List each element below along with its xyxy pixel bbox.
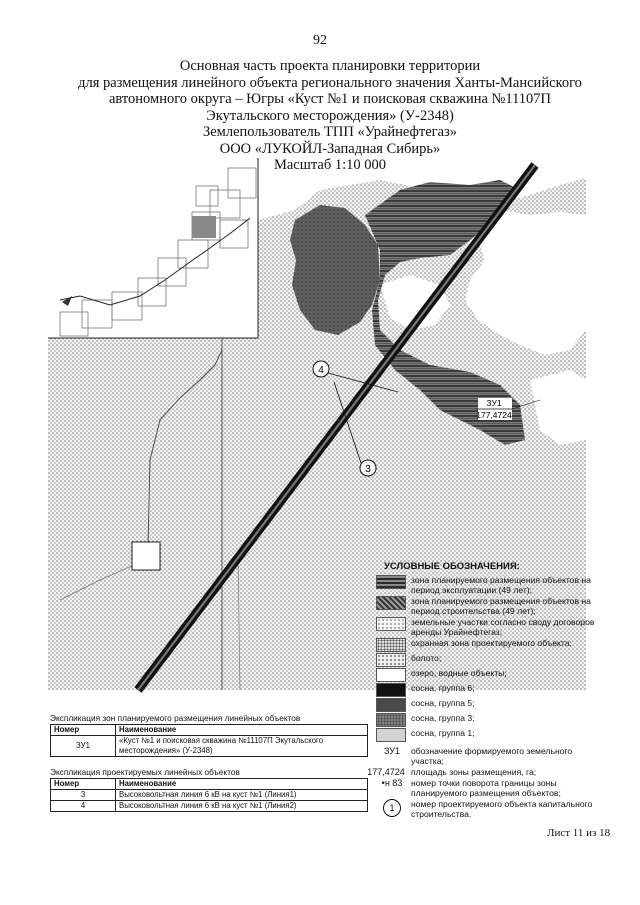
explication-zones-caption: Экспликация зон планируемого размещения линейных объектов xyxy=(50,713,301,723)
table-cell: 4 xyxy=(51,801,116,812)
title-line-2: для размещения линейного объекта регионального значения Ханты-Мансийского xyxy=(78,74,582,91)
legend-item xyxy=(376,713,596,727)
legend-code-item xyxy=(376,778,596,798)
legend-item xyxy=(376,653,596,667)
legend-code-text: обозначение формируемого земельного участка; xyxy=(411,746,573,766)
legend-item xyxy=(376,683,596,697)
legend-swatch xyxy=(376,668,406,682)
legend-item-text: земельные участки согласно своду договоров аренды Урайнефтегаз; xyxy=(411,617,595,637)
legend-code-circle xyxy=(376,799,408,817)
title-line-5: Землепользователь ТПП «Урайнефтегаз» xyxy=(202,124,458,140)
table-row xyxy=(51,790,368,801)
legend-item-text: болото; xyxy=(411,653,442,663)
callout-3-label: 3 xyxy=(365,464,371,475)
explication-zones-table xyxy=(50,724,368,757)
legend-code: •н 83 xyxy=(381,778,403,788)
page-number: 92 xyxy=(313,33,327,48)
explication-objects-table xyxy=(50,778,368,812)
title-line-4: Экутальского месторождения» (У-2348) xyxy=(206,107,454,124)
sheet-label: Лист 11 из 18 xyxy=(547,827,611,839)
legend-swatch xyxy=(376,638,406,652)
explication-zones xyxy=(50,713,368,757)
legend-code: 177,4724 xyxy=(367,767,405,777)
legend-item-text: сосна, группа 6; xyxy=(411,683,475,693)
explication-objects-caption: Экспликация проектируемых линейных объектов xyxy=(50,767,240,777)
explication-objects xyxy=(50,767,368,812)
legend-item xyxy=(376,698,596,712)
legend-swatch xyxy=(376,728,406,742)
table-row xyxy=(51,736,368,757)
table-cell: «Куст №1 и поисковая скважина №11107П Экутальского месторождения» (У-2348) xyxy=(116,736,368,757)
table-header: Наименование xyxy=(116,725,368,736)
legend-swatch xyxy=(376,713,406,727)
table-cell: Высоковольтная линия 6 кВ на куст №1 (Линия1) xyxy=(116,790,368,801)
legend-item-text: зона планируемого размещения объектов на период эксплуатации (49 лет); xyxy=(411,575,591,595)
table-cell: 3 xyxy=(51,790,116,801)
legend-item-text: озеро, водные объекты; xyxy=(411,668,507,678)
legend-code-item xyxy=(376,799,596,819)
title-line-3: автономного округа – Югры «Куст №1 и поисковая скважина №11107П xyxy=(108,91,552,107)
legend-item xyxy=(376,728,596,742)
legend-item xyxy=(376,668,596,682)
legend-item-text: сосна, группа 3; xyxy=(411,713,475,723)
legend-swatch xyxy=(376,683,406,697)
legend-code: 1 xyxy=(383,799,401,817)
title-line-6: ООО «ЛУКОЙЛ-Западная Сибирь» xyxy=(219,140,441,157)
title-line-7: Масштаб 1:10 000 xyxy=(273,157,387,173)
legend-item xyxy=(376,617,596,637)
legend-swatch xyxy=(376,617,406,631)
legend-item-text: сосна, группа 1; xyxy=(411,728,475,738)
legend-swatch xyxy=(376,575,406,589)
legend-swatch xyxy=(376,596,406,610)
legend-item xyxy=(376,575,596,595)
well-pad xyxy=(132,542,160,570)
legend-item-text: охранная зона проектируемого объекта; xyxy=(411,638,572,648)
table-header: Номер xyxy=(51,779,116,790)
legend-item-text: сосна, группа 5; xyxy=(411,698,475,708)
legend-code-text: номер точки поворота границы зоны планируемого размещения объектов; xyxy=(411,778,561,798)
table-row xyxy=(51,801,368,812)
table-header: Номер xyxy=(51,725,116,736)
legend-code: ЗУ1 xyxy=(383,746,401,756)
table-cell: Высоковольтная линия 6 кВ на куст №1 (Линия2) xyxy=(116,801,368,812)
legend-item xyxy=(376,638,596,652)
legend xyxy=(367,561,596,820)
table-cell: ЗУ1 xyxy=(51,736,116,757)
legend-code-text: номер проектируемого объекта капитального строительства. xyxy=(411,799,593,819)
legend-code-text: площадь зоны размещения, га; xyxy=(411,767,537,777)
legend-code-item xyxy=(364,767,596,777)
title-line-1: Основная часть проекта планировки территории xyxy=(179,58,481,74)
legend-code-item xyxy=(376,746,596,766)
table-header: Наименование xyxy=(116,779,368,790)
callout-4-label: 4 xyxy=(318,365,324,376)
legend-item xyxy=(376,596,596,616)
zone-area-label: 177,4724 xyxy=(476,410,512,420)
overview-inset xyxy=(48,158,258,338)
legend-header: УСЛОВНЫЕ ОБОЗНАЧЕНИЯ: xyxy=(384,561,520,572)
zone-code-label: ЗУ1 xyxy=(486,398,502,408)
legend-swatch xyxy=(376,653,406,667)
legend-item-text: зона планируемого размещения объектов на период строительства (49 лет); xyxy=(411,596,591,616)
legend-swatch xyxy=(376,698,406,712)
